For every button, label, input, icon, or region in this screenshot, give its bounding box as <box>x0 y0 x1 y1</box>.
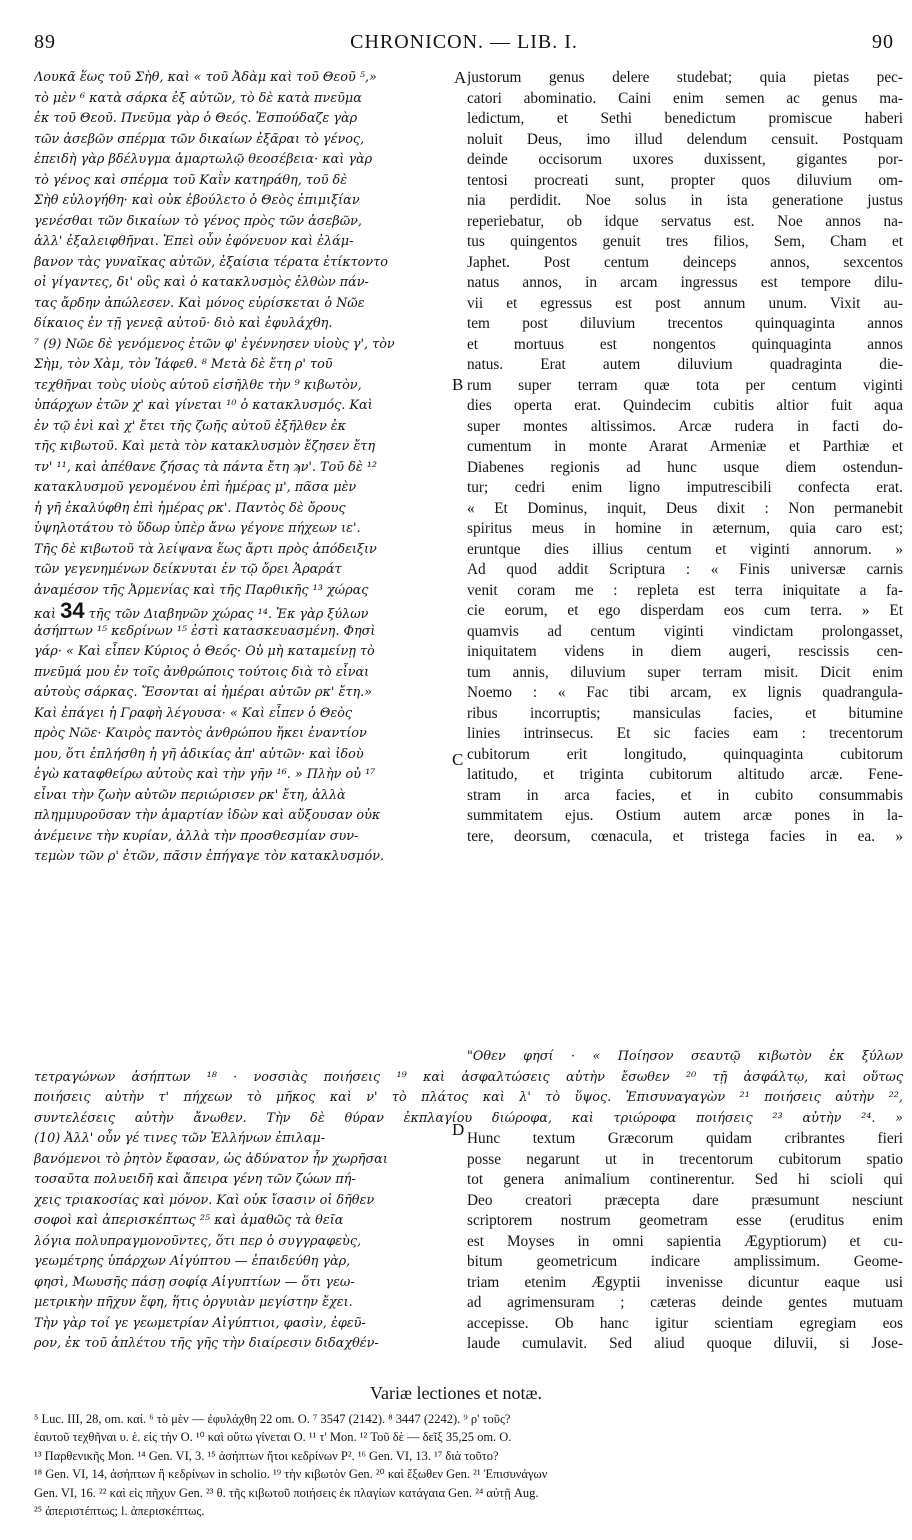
latin-line: super montes altissimos. Arcæ rudera in facti do- <box>467 417 903 435</box>
greek-line: Τῆς δὲ κιβωτοῦ τὰ λείψανα ἕως ἄρτι πρὸς ἀπόδειξιν <box>34 541 377 557</box>
greek-line: μετρικὴν πῆχυν ἔφη, ἥτις ὀργυιὰν μεγίστην ἔχει. <box>34 1295 353 1310</box>
greek-line: γάρ· « Καὶ εἶπεν Κύριος ὁ Θεός· Οὐ μὴ καταμείνῃ τὸ <box>34 644 375 659</box>
greek-line: μου, ὅτι ἐπλήσθη ἡ γῆ ἀδικίας ἀπ' αὐτῶν· καὶ ἰδοὺ <box>34 746 364 762</box>
greek-line: ὑψηλοτάτου τὸ ὕδωρ ὑπὲρ ἄνω γέγονε πήχεων ιε'. <box>34 521 361 536</box>
greek-line: γενέσθαι τῶν δικαίων τὸ γένος πρὸς τῶν ἀσεβῶν, <box>34 213 362 229</box>
greek-line: Τὴν γὰρ τοί γε γεωμετρίαν Αἰγύπτιοι, φασὶν, ἐφεῦ- <box>34 1315 366 1331</box>
latin-line: posse negarunt ut in trecentorum cubitorum spatio <box>467 1150 903 1168</box>
note-line: ἑαυτοῦ τεχθῆναι υ. ἑ. εἰς τὴν O. ¹⁰ καὶ οὕτω γίνεται O. ¹¹ τ' Mon. ¹² Τοῦ δὲ — δεῖξ 35,25 om. O. <box>34 1430 512 1445</box>
full-width-lead <box>467 1047 903 1068</box>
latin-line: Noemo : « Fac tibi arcam, ex lignis quadrangula- <box>467 684 903 701</box>
greek-line: σοφοὶ καὶ ἀπερισκέπτως ²⁵ καὶ ἀμαθῶς τὰ θεῖα <box>34 1213 344 1228</box>
latin-line: stram in arca facies, et in cubito consummabis <box>467 786 903 804</box>
full-width-line: ποιήσεις αὐτὴν τ' πήχεων τὸ μῆκος καὶ ν' τὸ πλάτος καὶ λ' τὸ ὕψος. Ἐπισυναγαγὼν ²¹ ποιήσεις αὐτὴν ²², <box>34 1090 903 1105</box>
greek-line: εἶναι τὴν ζωὴν αὐτῶν περιώρισεν ρκ' ἔτη, ἀλλὰ <box>34 787 346 803</box>
latin-line: Diabenes regionis ad hunc usque diem ostendun- <box>467 458 903 476</box>
latin-line: linies intrinsecus. Et sic facies eam : trecentorum <box>467 725 903 742</box>
greek-line: τῆς κιβωτοῦ. Καὶ μετὰ τὸν κατακλυσμὸν ἔζησεν ἔτη <box>34 439 375 454</box>
greek-line: ἐν τῷ ἑνὶ καὶ χ' ἔτει τῆς ζωῆς αὐτοῦ ἐξῆλθεν ἐκ <box>34 418 347 434</box>
note-line: Gen. VI, 16. ²² καὶ εἰς πῆχυν Gen. ²³ θ. τῆς κιβωτοῦ ποιήσεις ἐκ πλαγίων κατάγαια Gen. ²⁴ αὐτῇ Aug. <box>34 1485 539 1500</box>
greek-line: τεμὼν τῶν ρ' ἐτῶν, πᾶσιν ἐπήγαγε τὸν κατακλυσμόν. <box>34 849 385 864</box>
greek-line: λόγια πολυπραγμονοῦντες, ὅτι περ ὁ συγγραφεὺς, <box>34 1233 362 1249</box>
latin-line: tus quingentos genuit tres filios, Sem, Cham et <box>467 233 903 250</box>
latin-line: accepisse. Ob hanc igitur scientiam egregiam eos <box>467 1314 903 1332</box>
latin-line: laude cumulavit. Sed aliud quoque diluvii, si Jose- <box>467 1335 903 1352</box>
latin-line: natus annos, in arcam ingressus est tempore dilu- <box>467 274 903 291</box>
greek-line: δίκαιος ἐν τῇ γενεᾷ αὐτοῦ· διὸ καὶ ἐφυλάχθη. <box>34 316 333 331</box>
greek-line: καὶ 34 τῆς τῶν Διαβηνῶν χώρας ¹⁴. Ἐκ γὰρ ξύλων <box>34 601 454 622</box>
latin-line: justorum genus delere studebat; quia pietas pec- <box>467 69 903 86</box>
full-width-line: συντελέσεις αὐτὴν ἄνωθεν. Τὴν δὲ θύραν ἐκπλαγίου διώροφα, καὶ τριώροφα ποιήσεις ²³ αὐτὴν ²⁴. » <box>34 1110 903 1126</box>
note-line: ²⁵ ἀπεριστέπτως; l. ἀπερισκέπτως. <box>34 1503 205 1518</box>
margin-letter-a: A <box>454 68 467 87</box>
latin-line: et mortuus est nongentos quinquaginta annos <box>467 335 903 353</box>
latin-line: vii et egressus est post annum unum. Vixit au- <box>467 294 903 312</box>
latin-line: ribus incorruptis; mansiculas facies, et bitumine <box>467 704 903 722</box>
greek-line: τῶν γεγενημένων δείκνυται ἐν τῷ ὄρει Ἀραράτ <box>34 562 342 577</box>
greek-line: ἀσήπτων ¹⁵ κεδρίνων ¹⁵ ἐστὶ κατασκευασμένη. Φησὶ <box>34 623 376 639</box>
note-line: ⁵ Luc. III, 28, om. καί. ⁶ τὸ μὲν — ἐφυλάχθη 22 om. O. ⁷ 3547 (2142). ⁸ 3447 (2242). ⁹ ρ' τοῦς? <box>34 1412 511 1426</box>
greek-line: φησὶ, Μωυσῆς πάσῃ σοφίᾳ Αἰγυπτίων — ὅτι γεω- <box>34 1274 355 1290</box>
latin-line: scriptorem nostrum geometram esse (eruditus enim <box>467 1212 903 1229</box>
full-lead-line: "Οθεν φησί · « Ποίησον σεαυτῷ κιβωτὸν ἐκ ξύλων <box>467 1049 903 1064</box>
greek-line: ἐπειδὴ γὰρ βδέλυγμα ἁμαρτωλῷ θεοσέβεια· καὶ γὰρ <box>34 152 373 167</box>
latin-line: tem post diluvium trecentos quinquaginta annos <box>467 315 903 332</box>
greek-line: Καὶ ἐπάγει ἡ Γραφὴ λέγουσα· « Καὶ εἶπεν ὁ Θεὸς <box>34 705 353 721</box>
greek-line: ἐκ τοῦ Θεοῦ. Πνεῦμα γὰρ ὁ Θεός. Ἐσπούδαζε γὰρ <box>34 111 358 126</box>
margin-letter-b: B <box>452 375 464 394</box>
latin-line: cumentum in monte Ararat Armeniæ et Parthiæ et <box>467 438 903 455</box>
greek-line: Σὴμ, τὸν Χὰμ, τὸν Ἰάφεθ. ⁸ Μετὰ δὲ ἔτη ρ' τοῦ <box>34 357 333 372</box>
latin-line: spiritus meus in homine in æternum, quia caro est; <box>467 520 903 537</box>
latin-line: ledictum, et Sethi benedictum promiscue haberi <box>467 110 903 127</box>
greek-line: βανον τὰς γυναῖκας αὐτῶν, ἐξαίσια τέρατα ἐτίκτοντο <box>34 254 388 270</box>
greek-line: ἀναμέσον τῆς Ἀρμενίας καὶ τῆς Παρθικῆς ¹³ χώρας <box>34 582 369 598</box>
latin-line: summitatem ejus. Ostium autem arcæ pones in la- <box>467 807 903 824</box>
full-width-line: τετραγώνων ἀσήπτων ¹⁸ · νοσσιὰς ποιήσεις ¹⁹ καὶ ἀσφαλτώσεις αὐτὴν ἔσωθεν ²⁰ τῇ ἀσφάλτῳ, καὶ οὕτως <box>34 1069 903 1085</box>
page-number-right: 90 <box>872 31 894 53</box>
latin-line: latitudo, et triginta cubitorum altitudo arcæ. Fene- <box>467 766 903 783</box>
latin-line: natus. Erat autem diluvium quadraginta die- <box>467 356 903 373</box>
running-header <box>34 31 894 61</box>
latin-line: tur; cedri enim ligno imputrescibili confecta erat. <box>467 479 903 496</box>
margin-letter-d: D <box>452 1120 465 1139</box>
greek-line: τοσαῦτα πολυειδῆ καὶ ἄπειρα γένη τῶν ζώων πή- <box>34 1172 356 1187</box>
greek-line: ἀλλ' ἐξαλειφθῆναι. Ἐπεὶ οὖν ἐφόνευον καὶ ἐλάμ- <box>34 234 354 249</box>
latin-line: deinde occisorum uxores duxissent, gigantes por- <box>467 151 903 168</box>
latin-line: Hunc textum Græcorum quidam cribrantes fieri <box>467 1130 903 1147</box>
greek-line: ὑπάρχων ἐτῶν χ' καὶ γίνεται ¹⁰ ὁ κατακλυσμός. Καὶ <box>34 398 373 413</box>
latin-line: nia perdidit. Noe solus in ista generatione justus <box>467 192 903 209</box>
latin-line: Japhet. Post centum deinceps annos, sexcentos <box>467 253 903 271</box>
latin-line: cie eorum, et ego disperdam eos cum terra. » Et <box>467 602 903 619</box>
latin-line: tot genera animalium continerentur. Sed hi scioli qui <box>467 1171 903 1188</box>
latin-column-top <box>467 68 903 847</box>
running-title: CHRONICON. — LIB. I. <box>350 31 578 53</box>
margin-letter-c: C <box>452 750 464 769</box>
greek-line: πνεῦμά μου ἐν τοῖς ἀνθρώποις τούτοις διὰ τὸ εἶναι <box>34 664 370 680</box>
latin-line: iniquitatem videns in diem augeri, rescissis cen- <box>467 643 903 660</box>
greek-line: πλημμυροῦσαν τὴν ἁμαρτίαν ἰδὼν καὶ αὔξουσαν οὐκ <box>34 808 381 823</box>
greek-line: πρὸς Νῶε· Καιρὸς παντὸς ἀνθρώπου ἥκει ἐναντίον <box>34 726 367 741</box>
greek-line: χεις τριακοσίας καὶ μόνον. Καὶ οὐκ ἴσασιν οἱ δῆθεν <box>34 1192 375 1208</box>
greek-line: Σὴθ εὐλογήθη· καὶ οὐκ ἐβούλετο ὁ Θεὸς ἐπιμιξίαν <box>34 193 360 208</box>
latin-line: venit coram me : repleta est terra iniquitate a fa- <box>467 581 903 599</box>
latin-line: tum annis, diluvium super terram misit. Dicit enim <box>467 663 903 681</box>
greek-column-top <box>34 68 454 868</box>
latin-line: Deo creatori præcepta dare præsumunt nesciunt <box>467 1191 903 1209</box>
latin-line: cubitorum erit longitudo, quinquaginta cubitorum <box>467 745 903 763</box>
latin-line: noluit Deus, imo illud delendum censuit. Postquam <box>467 130 903 148</box>
greek-line: αὐτοὺς σάρκας. Ἔσονται αἱ ἡμέραι αὐτῶν ρκ' ἔτη.» <box>34 685 373 700</box>
note-line: ¹³ Παρθενικῆς Mon. ¹⁴ Gen. VI, 3. ¹⁵ ἀσήπτων ἤτοι κεδρίνων P². ¹⁶ Gen. VI, 13. ¹⁷ διὰ τοῦτο? <box>34 1448 499 1463</box>
greek-line: ἐγὼ καταφθείρω αὐτοὺς καὶ τὴν γῆν ¹⁶. » Πλὴν οὐ ¹⁷ <box>34 767 376 782</box>
notes-block <box>34 1410 903 1520</box>
latin-line: tere, deorsum, cœnacula, et tristega facies in ea. » <box>467 827 903 845</box>
notes-heading: Variæ lectiones et notæ. <box>370 1383 542 1403</box>
greek-line: τῶν ἀσεβῶν σπέρμα τῶν δικαίων ἐξᾶραι τὸ γένος, <box>34 131 365 147</box>
latin-line: est Moyses in omni sapientia Ægyptiorum) et cu- <box>467 1232 903 1250</box>
latin-line: « Et Dominus, inquit, Deus dixit : Non permanebit <box>467 499 903 517</box>
latin-line: ad agrimensuram ; cæteras deinde gentes mutuam <box>467 1294 903 1311</box>
greek-line: ρον, ἐκ τοῦ ἀπλέτου τῆς γῆς τὴν διαίρεσιν διδαχθέν- <box>34 1336 379 1351</box>
greek-line: (10) Ἀλλ' οὖν γέ τινες τῶν Ἑλλήνων ἐπιλαμ- <box>34 1131 326 1146</box>
greek-line: κατακλυσμοῦ γενομένου ἐπὶ ἡμέρας μ', πᾶσα μὲν <box>34 480 357 495</box>
greek-line: Λουκᾶ ἕως τοῦ Σὴθ, καὶ « τοῦ Ἀδὰμ καὶ τοῦ Θεοῦ ⁵,» <box>34 70 377 85</box>
full-width-quote <box>34 1068 903 1130</box>
greek-line: γεωμέτρης ὑπάρχων Αἰγύπτου — ἐπαιδεύθη γὰρ, <box>34 1254 351 1269</box>
greek-line: τν' ¹¹, καὶ ἀπέθανε ζήσας τὰ πάντα ἔτη ϡν'. Τοῦ δὲ ¹² <box>34 459 378 475</box>
latin-line: dies operta erat. Quindecim cubitis altior fuit aqua <box>467 397 903 414</box>
greek-line: τεχθῆναι τοὺς υἱοὺς αὐτοῦ εἰσῆλθε τὴν ⁹ κιβωτὸν, <box>34 377 362 393</box>
latin-line: reperiebatur, ob idque servatus est. Noe annos na- <box>467 212 903 230</box>
latin-line: Ad quod addit Scriptura : « Finis universæ carnis <box>467 561 903 578</box>
greek-line: ⁷ (9) Νῶε δὲ γενόμενος ἐτῶν φ' ἐγέννησεν υἱοὺς γ', τὸν <box>34 336 395 352</box>
latin-line: bitum geometricum indicare amplissimum. Geome- <box>467 1253 903 1270</box>
latin-line: quamvis ad centum viginti vindictam prolongasset, <box>467 622 903 640</box>
greek-line: τὸ μὲν ⁶ κατὰ σάρκα ἐξ αὐτῶν, τὸ δὲ κατὰ πνεῦμα <box>34 90 362 106</box>
page-number-left: 89 <box>34 31 56 53</box>
latin-column-bottom <box>467 1129 903 1355</box>
greek-column-bottom <box>34 1129 454 1355</box>
latin-line: tentosi procreati sunt, propter quos diluvium om- <box>467 171 903 189</box>
greek-line: οἱ γίγαντες, δι' οὓς καὶ ὁ κατακλυσμὸς ἐλθὼν πάν- <box>34 275 369 290</box>
latin-line: triam etenim Ægyptii invenisse dicuntur eaque usi <box>467 1273 903 1291</box>
greek-line: ἀνέμεινε τὴν κυρίαν, ἀλλὰ τὴν προσθεσμίαν συν- <box>34 828 359 844</box>
greek-line: ἡ γῆ ἐκαλύφθη ἐπὶ ἡμέρας ρκ'. Παντὸς δὲ ὄρους <box>34 500 346 516</box>
latin-line: eruntque dies illius centum et viginti annorum. » <box>467 540 903 558</box>
section-number: 34 <box>60 601 85 622</box>
greek-line: τας ἄρδην ἀπώλεσεν. Καὶ μόνος εὑρίσκεται ὁ Νῶε <box>34 295 365 311</box>
latin-line: rum super terram quæ tota per centum viginti <box>467 376 903 394</box>
greek-line: βανόμενοι τὸ ῥητὸν ἔφασαν, ὡς ἀδύνατον ἦν χωρῆσαι <box>34 1151 388 1167</box>
latin-line: catori abominatio. Caini enim semen ac genus ma- <box>467 89 903 107</box>
note-line: ¹⁸ Gen. VI, 14, ἀσήπτων ἢ κεδρίνων in scholio. ¹⁹ τὴν κιβωτὸν Gen. ²⁰ καὶ ἔξωθεν Gen. ²¹ Ἐπισυνάγων <box>34 1467 548 1482</box>
greek-line: τὸ γένος καὶ σπέρμα τοῦ Καῒν κατηράθη, τοῦ δὲ <box>34 172 348 188</box>
